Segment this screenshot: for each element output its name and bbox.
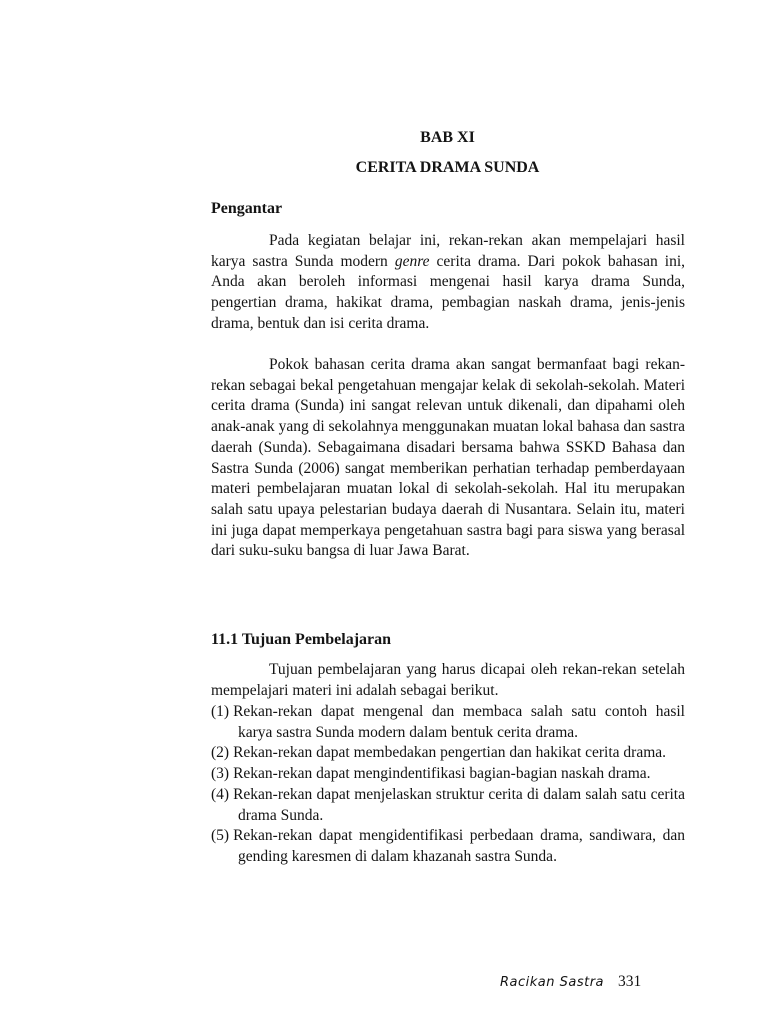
objective-text: Rekan-rekan dapat mengindentifikasi bagian-bagian naskah drama. bbox=[233, 765, 651, 783]
objective-number: (1) bbox=[211, 703, 230, 720]
objective-text: Rekan-rekan dapat mengidentifikasi perbedaan drama, sandiwara, dan gending karesmen di dalam khazanah sastra Sunda. bbox=[233, 827, 685, 865]
objective-number: (3) bbox=[211, 765, 230, 783]
genre-italic: genre bbox=[394, 252, 430, 270]
objectives-intro: Tujuan pembelajaran yang harus dicapai oleh rekan-rekan setelah mempelajari materi ini adalah sebagai berikut. bbox=[211, 661, 685, 699]
objective-number: (2) bbox=[211, 744, 230, 762]
objective-item bbox=[211, 785, 685, 826]
objective-item bbox=[211, 743, 685, 764]
intro-paragraph-1-start: Pada kegiatan belajar ini, rekan-rekan akan mempelajari hasil karya sastra Sunda modern bbox=[211, 232, 685, 270]
objective-number: (5) bbox=[211, 827, 230, 845]
objective-item bbox=[211, 702, 685, 743]
footer-book-title: Racikan Sastra bbox=[500, 975, 605, 990]
objective-text: Rekan-rekan dapat menjelaskan struktur cerita di dalam salah satu cerita drama Sunda. bbox=[233, 785, 685, 824]
chapter-label: BAB XI bbox=[420, 129, 475, 146]
objective-text: Rekan-rekan dapat membedakan pengertian dan hakikat cerita drama. bbox=[233, 744, 667, 762]
intro-paragraph-2: Pokok bahasan cerita drama akan sangat bermanfaat bagi rekan-rekan sebagai bekal pengetahuan mengajar kelak di sekolah-sekolah. Materi cerita drama (Sunda) ini sangat relevan untuk dikenali, dan dipahami oleh anak-anak yang di sekolahnya menggunakan muatan lokal bahasa dan sastra daerah (Sunda). Sebagaimana disadari bersama bahwa SSKD Bahasa dan Sastra Sunda (2006) sangat memberikan perhatian terhadap pemberdayaan materi pembelajaran muatan lokal di sekolah-sekolah. Hal itu merupakan salah satu upaya pelestarian budaya daerah di Nusantara. Selain itu, materi ini juga dapat memperkaya pengetahuan sastra bagi para siswa yang berasal dari suku-suku bangsa di luar Jawa Barat. bbox=[211, 356, 685, 560]
page-number: 331 bbox=[618, 973, 642, 990]
intro-heading: Pengantar bbox=[211, 200, 283, 217]
chapter-title: CERITA DRAMA SUNDA bbox=[355, 159, 540, 176]
objective-item bbox=[211, 764, 685, 785]
objective-number: (4) bbox=[211, 785, 230, 803]
objectives-list bbox=[211, 702, 685, 868]
objective-item bbox=[211, 826, 685, 867]
page-footer bbox=[500, 972, 685, 993]
objectives-heading: 11.1 Tujuan Pembelajaran bbox=[211, 631, 392, 648]
objective-text: Rekan-rekan dapat mengenal dan membaca salah satu contoh hasil karya sastra Sunda modern dalam bentuk cerita drama. bbox=[233, 703, 685, 741]
intro-paragraph-1-end: cerita drama. Dari pokok bahasan ini, Anda akan beroleh informasi mengenai hasil karya drama Sunda, pengertian drama, hakikat drama, pembagian naskah drama, jenis-jenis drama, bentuk dan isi cerita drama. bbox=[211, 252, 685, 332]
intro-paragraph-1 bbox=[211, 231, 685, 335]
